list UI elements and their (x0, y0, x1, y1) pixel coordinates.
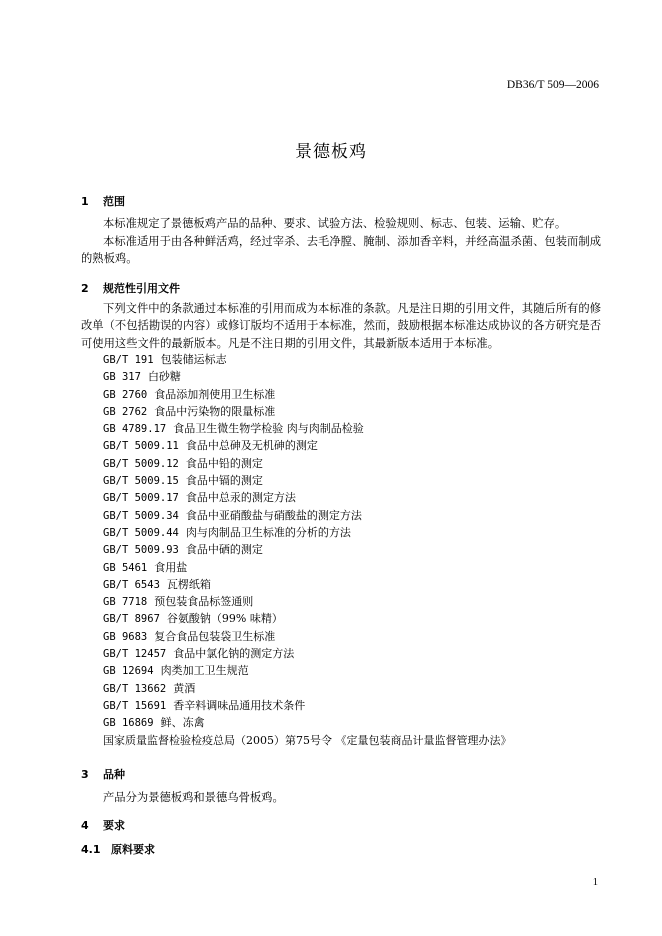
reference-item: GB 4789.17 食品卫生微生物学检验 肉与肉制品检验 (103, 422, 364, 436)
section-number: 3 (81, 768, 89, 781)
section-title: 规范性引用文件 (103, 282, 180, 295)
reference-item: GB 5461 食用盐 (103, 560, 188, 574)
scope-paragraph-1: 本标准规定了景德板鸡产品的品种、要求、试验方法、检验规则、标志、包装、运输、贮存。 (103, 217, 567, 230)
reference-item: GB/T 5009.44 肉与肉制品卫生标准的分析的方法 (103, 525, 351, 539)
reference-list (103, 351, 512, 749)
reference-item: GB/T 8967 谷氨酸钠（99% 味精） (103, 612, 283, 626)
reference-item: GB 16869 鲜、冻禽 (103, 716, 205, 730)
reference-item: GB/T 5009.34 食品中亚硝酸盐与硝酸盐的测定方法 (103, 508, 362, 522)
reference-item: GB/T 5009.12 食品中铅的测定 (103, 456, 263, 470)
section-1-heading (81, 193, 125, 209)
reference-item: GB/T 5009.17 食品中总汞的测定方法 (103, 491, 296, 505)
section-2-heading (81, 280, 180, 296)
reference-item: GB 2762 食品中污染物的限量标准 (103, 404, 276, 418)
page-number: 1 (592, 877, 598, 888)
reference-item: GB/T 5009.15 食品中镉的测定 (103, 474, 263, 488)
document-code: DB36/T 509—2006 (506, 79, 599, 91)
scope-paragraph-2: 本标准适用于由各种鲜活鸡，经过宰杀、去毛净膛、腌制、添加香辛料，并经高温杀菌、包装而制成的熟板鸡。 (81, 235, 601, 266)
reference-item: GB/T 15691 香辛料调味品通用技术条件 (103, 698, 306, 712)
section-number: 1 (81, 195, 89, 208)
section-number: 4.1 (81, 843, 101, 856)
section-title: 范围 (103, 195, 125, 208)
reference-item: GB 2760 食品添加剂使用卫生标准 (103, 387, 276, 401)
section-4-1-heading (81, 841, 155, 857)
reference-item: GB/T 6543 瓦楞纸箱 (103, 577, 211, 591)
variety-paragraph: 产品分为景德板鸡和景德乌骨板鸡。 (103, 791, 284, 804)
section-title: 要求 (103, 819, 125, 832)
section-title: 品种 (103, 768, 125, 781)
section-3-heading (81, 766, 125, 782)
page-title: 景德板鸡 (295, 142, 367, 162)
reference-item: GB/T 5009.11 食品中总砷及无机砷的测定 (103, 439, 318, 453)
reference-item: GB 317 白砂糖 (103, 370, 181, 384)
section-number: 4 (81, 819, 89, 832)
section-4-heading (81, 817, 125, 833)
reference-item: GB 12694 肉类加工卫生规范 (103, 664, 249, 678)
reference-item: GB/T 5009.93 食品中硒的测定 (103, 543, 263, 557)
references-intro-paragraph: 下列文件中的条款通过本标准的引用而成为本标准的条款。凡是注日期的引用文件，其随后所有的修改单（不包括勘误的内容）或修订版均不适用于本标准，然而，鼓励根据本标准达成协议的各方研究是否可使用这些文件的最新版本。凡是不注日期的引用文件，其最新版本适用于本标准。 (81, 302, 601, 350)
reference-item: GB/T 191 包装储运标志 (103, 353, 227, 366)
section-title: 原料要求 (111, 843, 155, 856)
reference-item: GB/T 13662 黄酒 (103, 681, 196, 695)
reference-item: GB 7718 预包装食品标签通则 (103, 595, 254, 609)
section-number: 2 (81, 282, 89, 295)
reference-item: 国家质量监督检验检疫总局（2005）第75号令 《定量包装商品计量监督管理办法》 (103, 733, 512, 747)
reference-item: GB 9683 复合食品包装袋卫生标准 (103, 629, 276, 643)
reference-item: GB/T 12457 食品中氯化钠的测定方法 (103, 647, 295, 661)
